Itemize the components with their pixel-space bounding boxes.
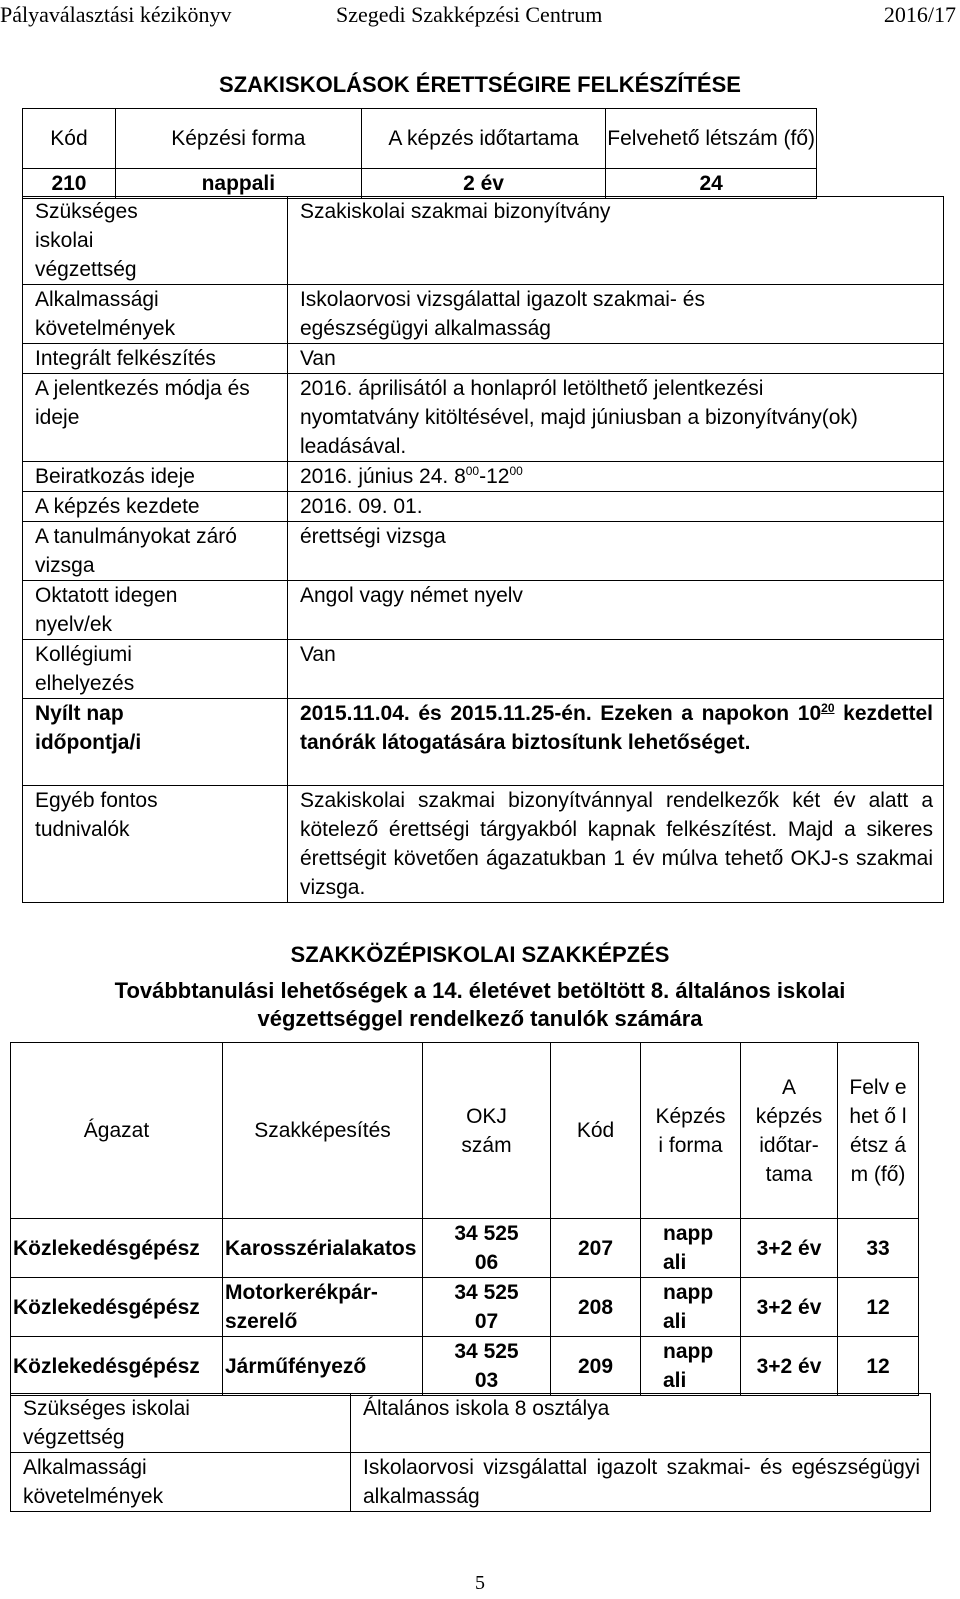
table-row: [11, 1219, 919, 1278]
col-szakkepesites-header: Szakképesítés: [223, 1043, 423, 1219]
forma-value: nappali: [115, 169, 361, 199]
jelentkezes-label: A jelentkezés módja és ideje: [23, 374, 288, 462]
kollegium-value: Van: [287, 640, 943, 699]
agazat-cell: Közlekedésgépész: [11, 1337, 223, 1396]
header-center: Szegedi Szakképzési Centrum: [336, 2, 603, 27]
kod-cell: 208: [551, 1278, 641, 1337]
kollegium-label: Kollégiumi elhelyezés: [23, 640, 288, 699]
alkalmassag-label: Alkalmassági követelmények: [23, 285, 288, 344]
table-row: [11, 1278, 919, 1337]
integralt-value: Van: [287, 344, 943, 374]
section1-course-table: [22, 108, 817, 199]
letszam-value: 24: [606, 169, 817, 199]
section2-title: SZAKKÖZÉPISKOLAI SZAKKÉPZÉS: [290, 942, 670, 967]
nyiltnap-label: Nyílt nap időpontja/i: [23, 699, 288, 786]
s2-vegzettseg-value: Általános iskola 8 osztálya: [351, 1394, 931, 1453]
s2-alkalmassag-value: Iskolaorvosi vizsgálattal igazolt szakmai- és egészségügyi alkalmasság: [351, 1453, 931, 1512]
section1-title: SZAKISKOLÁSOK ÉRETTSÉGIRE FELKÉSZÍTÉSE: [219, 72, 741, 97]
forma-cell: nappali: [641, 1337, 741, 1396]
col-idotartam-header: A képzés időtartama: [361, 109, 606, 169]
kezdete-label: A képzés kezdete: [23, 492, 288, 522]
alkalmassag-value: Iskolaorvosi vizsgálattal igazolt szakmai- és egészségügyi alkalmasság: [287, 285, 943, 344]
col-idotartam-header: A képzés időtar- tama: [741, 1043, 838, 1219]
col-forma-header: Képzés i forma: [641, 1043, 741, 1219]
zarovizsga-label: A tanulmányokat záró vizsga: [23, 522, 288, 581]
szakkepesites-cell: Karosszérialakatos: [223, 1219, 423, 1278]
nyelv-value: Angol vagy német nyelv: [287, 581, 943, 640]
jelentkezes-value: 2016. áprilisától a honlapról letölthető jelentkezési nyomtatvány kitöltésével, majd júniusban a bizonyítvány(ok) leadásával.: [287, 374, 943, 462]
idotartam-cell: 3+2 év: [741, 1219, 838, 1278]
kod-value: 210: [23, 169, 116, 199]
section2-subtitle-line2: végzettséggel rendelkező tanulók számára: [257, 1006, 703, 1031]
page-number: 5: [475, 1572, 485, 1594]
section1-details-table: [22, 196, 944, 903]
s2-vegzettseg-label: Szükséges iskolai végzettség: [11, 1394, 351, 1453]
section2-course-table: [10, 1042, 919, 1396]
integralt-label: Integrált felkészítés: [23, 344, 288, 374]
idotartam-cell: 3+2 év: [741, 1278, 838, 1337]
letszam-cell: 12: [838, 1337, 919, 1396]
agazat-cell: Közlekedésgépész: [11, 1219, 223, 1278]
header-right: 2016/17: [883, 2, 956, 27]
idotartam-cell: 3+2 év: [741, 1337, 838, 1396]
nyelv-label: Oktatott idegen nyelv/ek: [23, 581, 288, 640]
zarovizsga-value: érettségi vizsga: [287, 522, 943, 581]
vegzettseg-label: Szükséges iskolai végzettség: [23, 197, 288, 285]
letszam-cell: 33: [838, 1219, 919, 1278]
nyiltnap-value: 2015.11.04. és 2015.11.25-én. Ezeken a napokon $10^{20}$ kezdettel tanórák látogatására biztosítunk lehetőséget.: [287, 699, 943, 786]
egyeb-value: Szakiskolai szakmai bizonyítvánnyal rendelkezők két év alatt a kötelező érettségi tárgyakból kapnak felkészítést. Majd a sikeres érettségit követően ágazatukban 1 év múlva tehető OKJ-s szakmai vizsga.: [287, 786, 943, 903]
vegzettseg-value: Szakiskolai szakmai bizonyítvány: [287, 197, 943, 285]
beiratkozas-value: 2016. június 24. $8^{00}-12^{00}$: [287, 462, 943, 492]
col-kod-header: Kód: [551, 1043, 641, 1219]
col-forma-header: Képzési forma: [115, 109, 361, 169]
agazat-cell: Közlekedésgépész: [11, 1278, 223, 1337]
beiratkozas-label: Beiratkozás ideje: [23, 462, 288, 492]
egyeb-label: Egyéb fontos tudnivalók: [23, 786, 288, 903]
col-okj-header: OKJ szám: [423, 1043, 551, 1219]
szakkepesites-cell: Járműfényező: [223, 1337, 423, 1396]
col-letszam-header: Felvehető létszám (fő): [606, 109, 817, 169]
col-letszam-header: Felv ehet ő létsz ám (fő): [838, 1043, 919, 1219]
okj-cell: 34 525 06: [423, 1219, 551, 1278]
okj-cell: 34 525 07: [423, 1278, 551, 1337]
section2-details-table: [10, 1393, 931, 1512]
running-header: [0, 0, 960, 30]
kod-cell: 207: [551, 1219, 641, 1278]
section2-subtitle-line1: Továbbtanulási lehetőségek a 14. életévet betöltött 8. általános iskolai: [114, 978, 846, 1003]
table-row: [11, 1337, 919, 1396]
s2-alkalmassag-label: Alkalmassági követelmények: [11, 1453, 351, 1512]
idotartam-value: 2 év: [361, 169, 606, 199]
header-left: Pályaválasztási kézikönyv: [0, 2, 232, 27]
col-kod-header: Kód: [23, 109, 116, 169]
kod-cell: 209: [551, 1337, 641, 1396]
kezdete-value: 2016. 09. 01.: [287, 492, 943, 522]
col-agazat-header: Ágazat: [11, 1043, 223, 1219]
szakkepesites-cell: Motorkerékpár-szerelő: [223, 1278, 423, 1337]
letszam-cell: 12: [838, 1278, 919, 1337]
forma-cell: nappali: [641, 1219, 741, 1278]
forma-cell: nappali: [641, 1278, 741, 1337]
okj-cell: 34 525 03: [423, 1337, 551, 1396]
